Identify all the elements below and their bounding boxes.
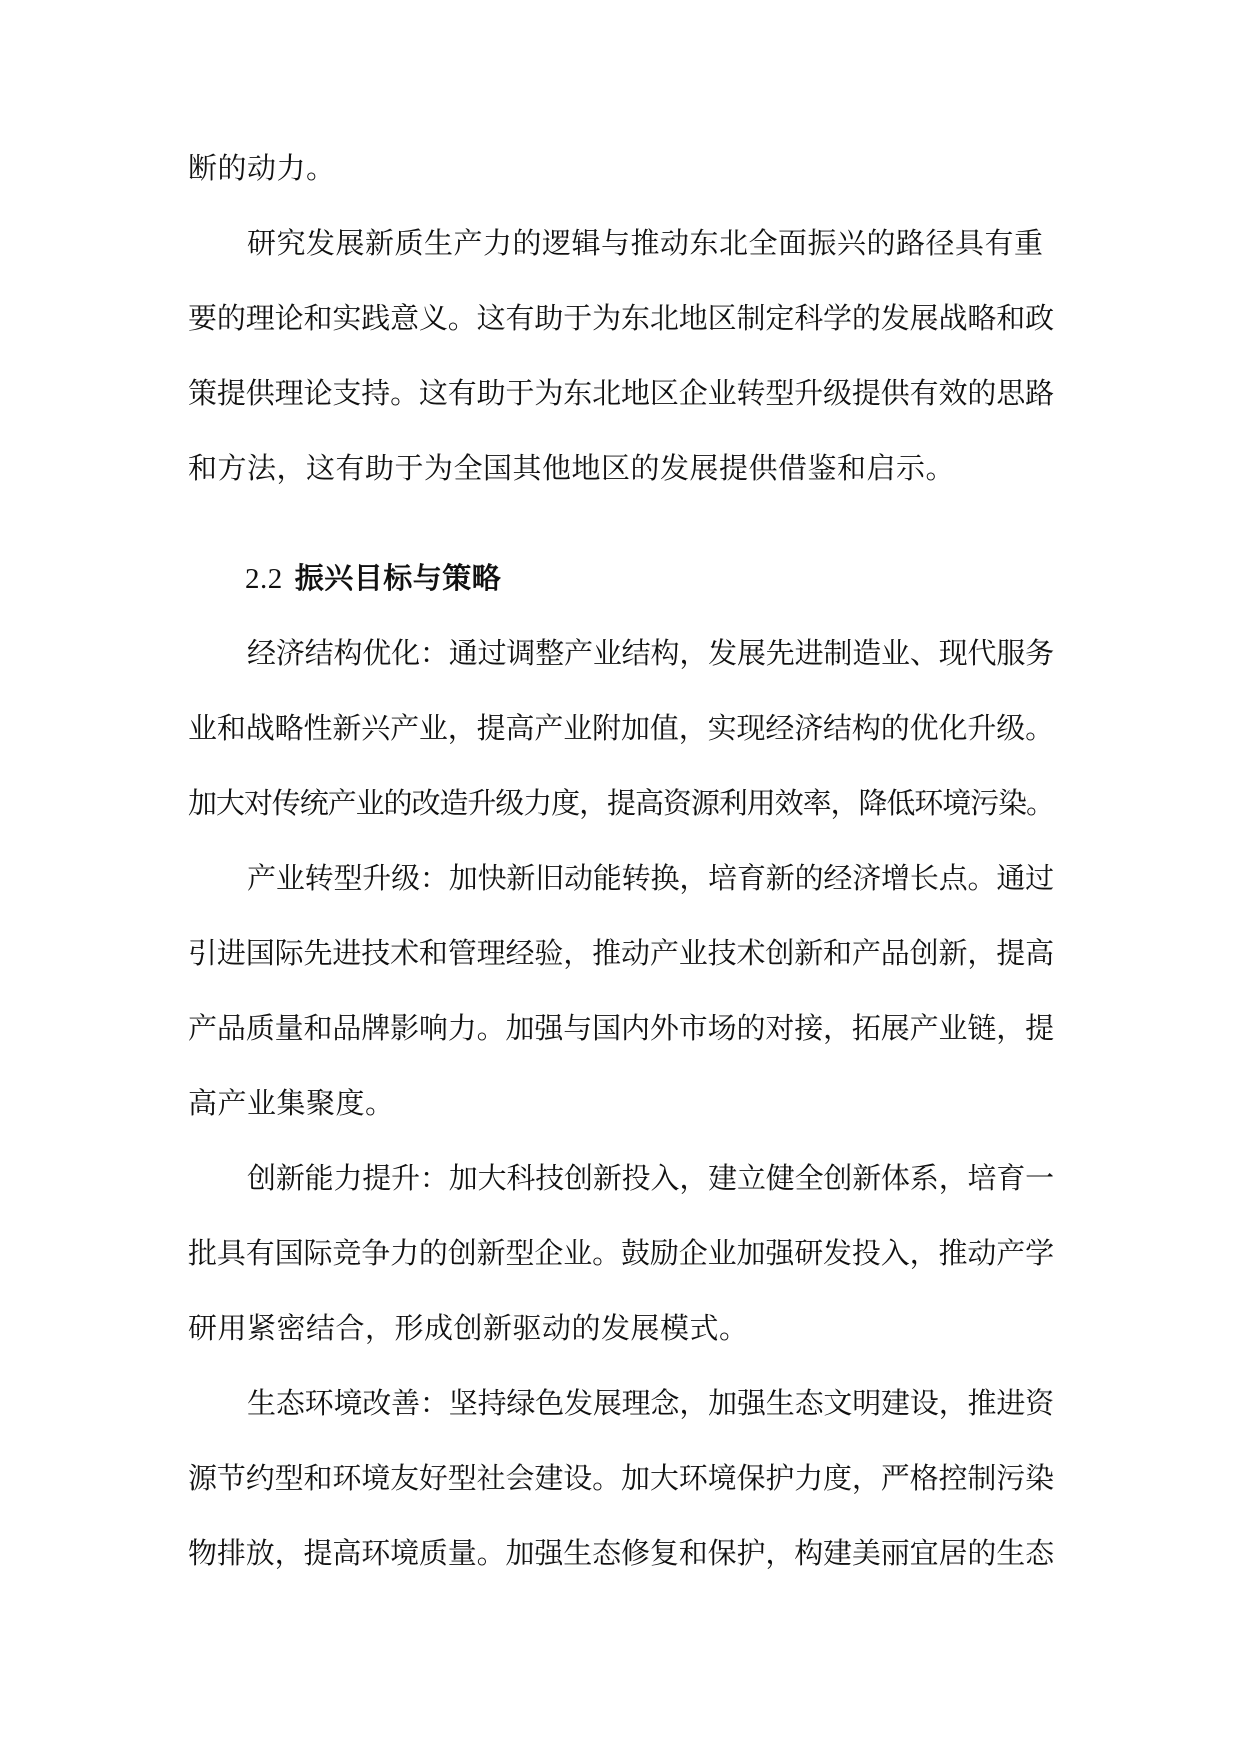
section-number: 2.2 (245, 563, 283, 595)
paragraph-line: 研用紧密结合，形成创新驱动的发展模式。 (188, 1313, 749, 1345)
body-paragraph (188, 207, 1054, 507)
paragraph-line: 源节约型和环境友好型社会建设。加大环境保护力度，严格控制污染 (188, 1463, 1054, 1495)
paragraph-line: 要的理论和实践意义。这有助于为东北地区制定科学的发展战略和政 (188, 303, 1054, 335)
paragraph-line: 策提供理论支持。这有助于为东北地区企业转型升级提供有效的思路 (188, 378, 1054, 410)
section-title: 振兴目标与策略 (294, 563, 502, 595)
body-paragraph (188, 842, 1054, 1142)
paragraph-line: 引进国际先进技术和管理经验，推动产业技术创新和产品创新，提高 (188, 938, 1054, 970)
paragraph-line: 加大对传统产业的改造升级力度，提高资源利用效率，降低环境污染。 (188, 788, 1054, 820)
paragraph-line: 产品质量和品牌影响力。加强与国内外市场的对接，拓展产业链，提 (188, 1013, 1054, 1045)
paragraph-line: 生态环境改善：坚持绿色发展理念，加强生态文明建设，推进资 (247, 1388, 1054, 1420)
body-paragraph (188, 1142, 1054, 1367)
body-paragraph (188, 132, 1054, 207)
paragraph-line: 经济结构优化：通过调整产业结构，发展先进制造业、现代服务 (247, 638, 1054, 670)
paragraph-line: 和方法，这有助于为全国其他地区的发展提供借鉴和启示。 (188, 453, 956, 485)
body-paragraph (188, 617, 1054, 842)
paragraph-line: 物排放，提高环境质量。加强生态修复和保护，构建美丽宜居的生态 (188, 1538, 1054, 1570)
paragraph-line: 高产业集聚度。 (188, 1088, 395, 1120)
paragraph-line: 研究发展新质生产力的逻辑与推动东北全面振兴的路径具有重 (247, 228, 1044, 260)
paragraph-line: 断的动力。 (188, 153, 336, 185)
paragraph-line: 产业转型升级：加快新旧动能转换，培育新的经济增长点。通过 (247, 863, 1054, 895)
paragraph-line: 创新能力提升：加大科技创新投入，建立健全创新体系，培育一 (247, 1163, 1054, 1195)
body-paragraph (188, 1367, 1054, 1592)
section-heading (188, 542, 1054, 617)
document-body (188, 132, 1054, 1592)
paragraph-line: 批具有国际竞争力的创新型企业。鼓励企业加强研发投入，推动产学 (188, 1238, 1054, 1270)
paragraph-line: 业和战略性新兴产业，提高产业附加值，实现经济结构的优化升级。 (188, 713, 1054, 745)
